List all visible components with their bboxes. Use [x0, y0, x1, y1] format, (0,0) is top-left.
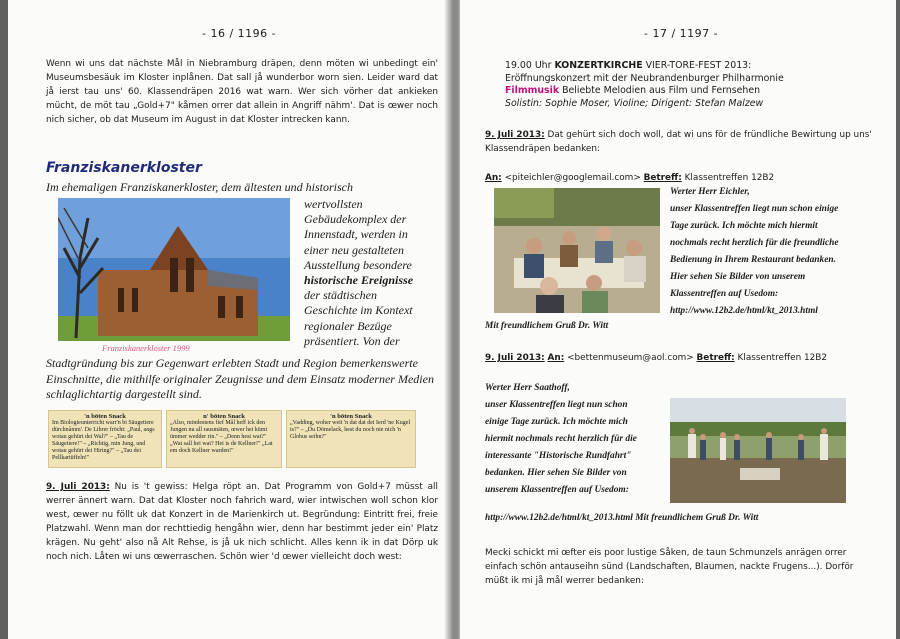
mail2-date: 9. Juli 2013:: [485, 353, 545, 363]
snack-text: Im Biologieunterricht warr'n bi Säugetiere dürchnåmm'. De Lihrer fröcht: „Paul, angs wotau gehürt dei Wal?" – „Tau de Säugetiere!" – „Richtig, min Jung, und wotau gehürt dei Hiring?" – „Tau dei Pellkartüffeln!": [52, 420, 155, 461]
mail2-subject: Klassentreffen 12B2: [737, 353, 828, 363]
article-col-line: einer neu gestalteten: [304, 242, 404, 257]
mail1-header: [485, 171, 885, 185]
mail2-header: [485, 351, 885, 365]
article-col-line: der städtischen: [304, 288, 377, 303]
article-rest: Stadtgründung bis zur Gegenwart erlebten Stadt und Region bemerkenswerte Einschnitte, die mithilfe originaler Zeugnisse und dem Einsatz moderner Medien schlaglichtartig dargestellt sind.: [46, 356, 434, 401]
snack-box: [48, 410, 162, 468]
thanks-text: Dat gehürt sich doch woll, dat wi uns för de fründliche Bewirtung up uns' Klassendräpen bedanken:: [485, 130, 872, 154]
july-date: 9. Juli 2013:: [46, 482, 110, 492]
concert-time: 19.00 Uhr: [505, 60, 552, 71]
mail1-signoff: Mit freundlichem Gruß Dr. Witt: [485, 321, 609, 331]
article-col-line: Gebäudekomplex der: [304, 212, 407, 227]
concert-line3: Beliebte Melodien aus Film und Fernsehen: [562, 85, 761, 96]
thanks-paragraph: [485, 128, 875, 156]
article-col-line: wertvollsten: [304, 197, 363, 211]
article-col-line: regionaler Bezüge: [304, 318, 392, 333]
mail1-handwriting: [670, 184, 890, 320]
handwriting-line: Werter Herr Eichler,: [670, 187, 750, 197]
left-page: [8, 0, 452, 639]
article-col-line: Ausstellung besondere: [304, 257, 412, 272]
group-photo: [670, 398, 846, 503]
concert-festival: VIER-TORE-FEST 2013:: [645, 60, 752, 71]
handwriting-line: Hier sehen Sie Bilder von unserem: [670, 272, 806, 282]
article-col-line: präsentiert. Von der: [304, 333, 400, 348]
mail2-handwriting: [485, 380, 675, 499]
photo-caption: Franziskanerkloster 1999: [102, 343, 190, 353]
intro-paragraph: Wenn wi uns dat nächste Mål in Niebramburg dräpen, denn möten wi unbedingt ein' Museumsbesäuk im Kloster inplånen. Dat sall jå wunderbor worn sien. Leider ward dat jå ierst tau uns' 60. Klassendräpen 2016 wat warn. Wer sich vörher dat ankieken mücht, de möt tau „Gold+7" kåmen orrer dat allein in Angriff nähm'. Dat is œwer noch nich sicher, ob dat Museum im August in dat Kloster intrecken kann.: [46, 59, 438, 125]
handwriting-line: unser Klassentreffen liegt nun schon: [485, 400, 628, 410]
mail1-subject: Klassentreffen 12B2: [684, 173, 775, 183]
concert-soloist: Solistin: Sophie Moser, Violine; Dirigent: Stefan Malzew: [505, 97, 764, 109]
snack-text: „Vadding, woher weit 'n dat dat dei Ierd 'ne Kugel is?" – „Du Dömelack, hest du noch nie nich 'n Globus seihn?": [290, 420, 411, 440]
article-col-line: Innenstadt, werden in: [304, 227, 408, 242]
handwriting-line: interessante "Historische Rundfahrt": [485, 451, 632, 461]
handwriting-line: hiermit nochmals recht herzlich für die: [485, 434, 637, 444]
concert-title: KONZERTKIRCHE: [554, 60, 643, 71]
mail2-an-label: An:: [547, 353, 565, 363]
mail1-an-label: An:: [485, 173, 502, 183]
section-heading: Franziskanerkloster: [46, 160, 202, 176]
handwriting-line: Bedienung in Ihrem Restaurant bedanken.: [670, 255, 836, 265]
mail1-address: <piteichler@googlemail.com>: [504, 173, 641, 183]
handwriting-line: nochmals recht herzlich für die freundliche: [670, 238, 839, 248]
snack-title: 'n böten Snack: [330, 413, 372, 420]
concert-block: [505, 60, 890, 110]
mail2-url-signoff: http://www.12b2.de/html/kt_2013.html Mit freundlichem Gruß Dr. Witt: [485, 513, 759, 523]
handwriting-line: http://www.12b2.de/html/kt_2013.html: [670, 306, 818, 316]
july-paragraph: [46, 480, 438, 564]
article-col-line: Geschichte im Kontext: [304, 303, 413, 318]
closing-paragraph: Mecki schickt mi œfter eis poor lustige Såken, de taun Schmunzels anrägen orrer einfach schön antauseihn sünd (Landschaften, Blaumen, nackte Frugens...). Dorför müßt ik mi jå mål werrer bedanken:: [485, 548, 854, 586]
concert-line2: Eröffnungskonzert mit der Neubrandenburger Philharmonie: [505, 72, 784, 84]
handwriting-line: Tage zurück. Ich möchte mich hiermit: [670, 221, 818, 231]
snack-box: [166, 410, 282, 468]
handwriting-line: Klassentreffen auf Usedom:: [670, 289, 779, 299]
handwriting-line: bedanken. Hier sehen Sie Bilder von: [485, 468, 627, 478]
restaurant-photo: [494, 188, 660, 313]
snack-text: „Also, mindestens fief Mål heff ick den Jungen nu all rausmäten, œwer hei kümt ümmer wedder rin." – „Denn hest wat?" „Wat sall hei wat? Hei is de Kellner!" „Lat em doch Kellner warden!": [170, 420, 273, 454]
thanks-date: 9. Juli 2013:: [485, 130, 545, 140]
mail1-betreff-label: Betreff:: [643, 173, 682, 183]
article-first-line: Im ehemaligen Franziskanerkloster, dem ältesten und historisch: [46, 180, 353, 194]
handwriting-line: einige Tage zurück. Ich möchte mich: [485, 417, 628, 427]
page-number: - 16 / 1196 -: [202, 27, 277, 40]
mail2-betreff-label: Betreff:: [696, 353, 735, 363]
page-number: - 17 / 1197 -: [644, 27, 719, 40]
handwriting-line: unser Klassentreffen liegt nun schon einige: [670, 204, 839, 214]
cloister-photo: [58, 198, 290, 341]
concert-highlight: Filmmusik: [505, 85, 560, 96]
snack-box: [286, 410, 416, 468]
article-bold-phrase: historische Ereignisse: [304, 273, 414, 288]
handwriting-line: unserem Klassentreffen auf Usedom:: [485, 485, 629, 495]
article-column: [304, 197, 444, 349]
right-page: [460, 0, 896, 639]
snack-title: 'n böten Snack: [84, 413, 126, 420]
july-text: Nu is 't gewiss: Helga röpt an. Dat Programm von Gold+7 müsst all werrer ännert warn. Dat dat Kloster noch fahrich ward, wier intwischen woll schon klor west, œwer nu föllt uk dat Konzert in de Marienkirch ut. Begründung: Eintritt frei, freie Platzwahl. Wenn man dor rechttiedig hengåhn wier, denn har bestimmt jeder ein' Platz krägen. Nu geht' also nå Alt Rehse, is jå uk nich schlicht. Alles kenn ik in dat Dörp uk noch nich. Låten wi uns œwerraschen. Schön wier 'd œwer vielleicht doch west:: [46, 482, 438, 562]
handwriting-line: Werter Herr Saathoff,: [485, 383, 570, 393]
snack-title: n' böten Snack: [203, 413, 245, 420]
mail2-address: <bettenmuseum@aol.com>: [567, 353, 694, 363]
